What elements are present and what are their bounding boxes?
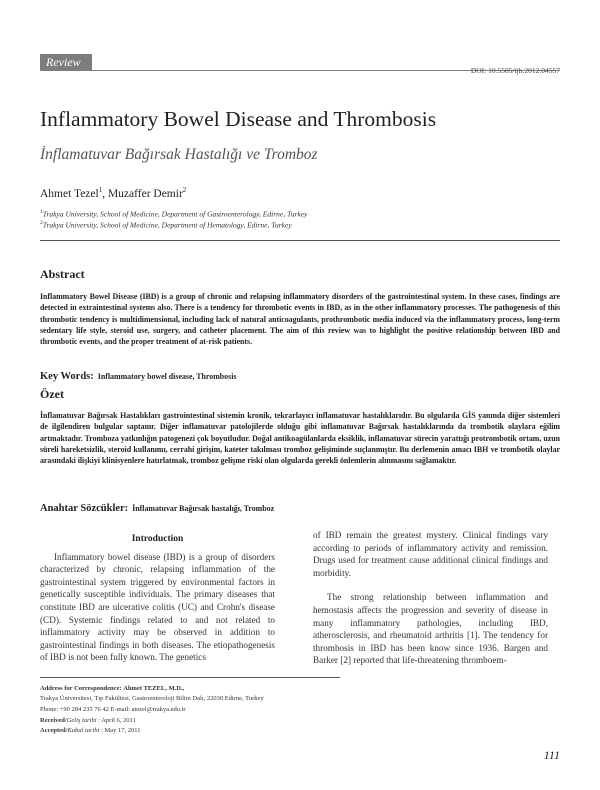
correspondence-line — [40, 684, 264, 694]
abstract-heading: Abstract — [40, 267, 85, 281]
footnote-divider — [40, 677, 340, 678]
correspondence-label: Address for Correspondence: — [40, 685, 122, 692]
affiliation-mark: 2 — [40, 220, 43, 226]
accepted-label: Accepted/ — [40, 727, 68, 735]
article-title: Inflammatory Bowel Disease and Thrombosis — [40, 107, 437, 131]
author-affiliation-mark: 1 — [98, 186, 103, 194]
ozet-text: İnflamatuvar Bağırsak Hastalıkları gastrointestinal sistemin kronik, tekrarlayıcı inflamatuvar hastalıklarıdır. Bu olgularda GİS yanında diğer sistemleri de ilgilendiren bulgular saptanır. Diğer inflamatuvar patolojilerde olduğu gibi inflamatuvar Bağırsak hastalıklarında da trombotik olaylara eğilim artmaktadır. Tromboza yatkınlığın patogenezi çok boyutludur. Doğal antikoagülanlarda eksiklik, inflamatuvar sürecin yarattığı protrombotik ortam, uzun süreli hareketsizlik, steroid kullanımı, cerrahi girişim, kateter takılması tromboz gelişiminde suçlanmıştır. Bu derlemenin amacı IBH ve trombotik olaylar arasındaki ilişkiyi klinisyenlere hatırlatmak, tromboz gelişme riski olan olgularda gerekli önlemlerin alınmasını sağlamaktır. — [40, 411, 560, 466]
author-affiliation-mark: 2 — [182, 186, 187, 194]
anahtar-sozcukler-label: Anahtar Sözcükler: — [40, 503, 129, 514]
affiliation-mark: 1 — [40, 209, 43, 215]
author-separator: , — [102, 187, 108, 200]
body-paragraph: Inflammatory bowel disease (IBD) is a group of disorders characterized by chronic, relapsing inflammation of the gastrointestinal system triggered by environmental factors in genetically susceptible individuals. The primary diseases that constitute IBD are ulcerative colitis (UC) and Crohn's disease (CD). Systemic findings related to and not related to inflammatory activity may be observed in addition to gastrointestinal findings in both diseases. The etiopathogenesis of IBD is not been fully known. The genetics — [40, 551, 275, 663]
received-label-tr: Geliş tarihi — [66, 717, 97, 724]
accepted-label-tr: Kabul tarihi — [67, 727, 100, 735]
author-list — [40, 186, 186, 200]
abstract-text: Inflammatory Bowel Disease (IBD) is a group of chronic and relapsing inflammatory disorders of the gastrointestinal system. In these cases, findings are detected in extraintestinal systems also. There is a tendency for thrombotic events in IBD, as in the other inflammatory processes. The pathogenesis of this thrombotic tendency is multidimensional, including lack of natural anticoagulants, prothrombotic media induced via the inflammatory process, long-term sedentary life style, steroid use, surgery, and catheter placement. The aim of this review was to highlight the positive relationship between IBD and thrombotic events, and the proper treatment of at-risk patients. — [40, 292, 560, 347]
divider — [40, 240, 560, 241]
correspondence-address: Trakya Üniversitesi, Tıp Fakültesi, Gastroenteroloji Bilim Dalı, 22030 Edirne, Turkey — [40, 695, 264, 703]
anahtar-sozcukler-value: İnflamatuvar Bağırsak hastalığı, Tromboz — [132, 504, 275, 513]
anahtar-sozcukler — [40, 498, 274, 516]
accepted-date — [40, 726, 141, 736]
author-name: Muzaffer Demir — [107, 187, 183, 200]
accepted-value: : May 17, 2011 — [101, 727, 141, 735]
article-subtitle: İnflamatuvar Bağırsak Hastalığı ve Tromboz — [40, 146, 318, 163]
correspondence-contact[interactable]: Phone: +90 284 235 76 42 E-mail: atezel@trakya.edu.tr — [40, 705, 186, 713]
affiliation — [40, 209, 307, 219]
ozet-heading: Özet — [40, 387, 64, 401]
received-value: : April 6, 2011 — [98, 717, 136, 724]
affiliation-text: Trakya University, School of Medicine, Department of Hematology, Edirne, Turkey — [42, 220, 292, 230]
body-paragraph: The strong relationship between inflammation and hemostasis affects the progression and severity of disease in many inflammatory pathologies, including IBD, atherosclerosis, and rheumatoid arthritis [1]. The tendency for thrombosis in IBD has been know since 1936. Bargen and Barker [2] reported that life-threatening thromboem- — [313, 592, 548, 666]
received-date — [40, 716, 141, 726]
section-tag: Review — [40, 54, 92, 71]
article-dates — [40, 716, 141, 737]
received-label: Received/ — [40, 717, 67, 724]
doi[interactable]: DOI: 10.5505/tjh.2012.04557 — [470, 66, 560, 75]
page-number: 111 — [543, 748, 560, 762]
affiliation — [40, 220, 292, 230]
body-column-left — [40, 533, 275, 664]
author-name: Ahmet Tezel — [40, 187, 99, 200]
affiliation-text: Trakya University, School of Medicine, Department of Gastroenterology, Edirne, Turkey — [42, 209, 308, 219]
keywords — [40, 366, 236, 384]
correspondence-name: Ahmet TEZEL, M.D., — [123, 685, 185, 692]
keywords-label: Key Words: — [40, 371, 94, 382]
introduction-heading: Introduction — [131, 534, 184, 544]
keywords-value: Inflammatory bowel disease, Thrombosis — [97, 372, 237, 381]
correspondence-block — [40, 684, 264, 715]
body-paragraph: of IBD remain the greatest mystery. Clinical findings vary according to periods of inflammatory activity and remission. Drugs used for treatment cause additional clinical findings and morbidity. — [313, 530, 548, 578]
body-column-right — [313, 529, 548, 667]
